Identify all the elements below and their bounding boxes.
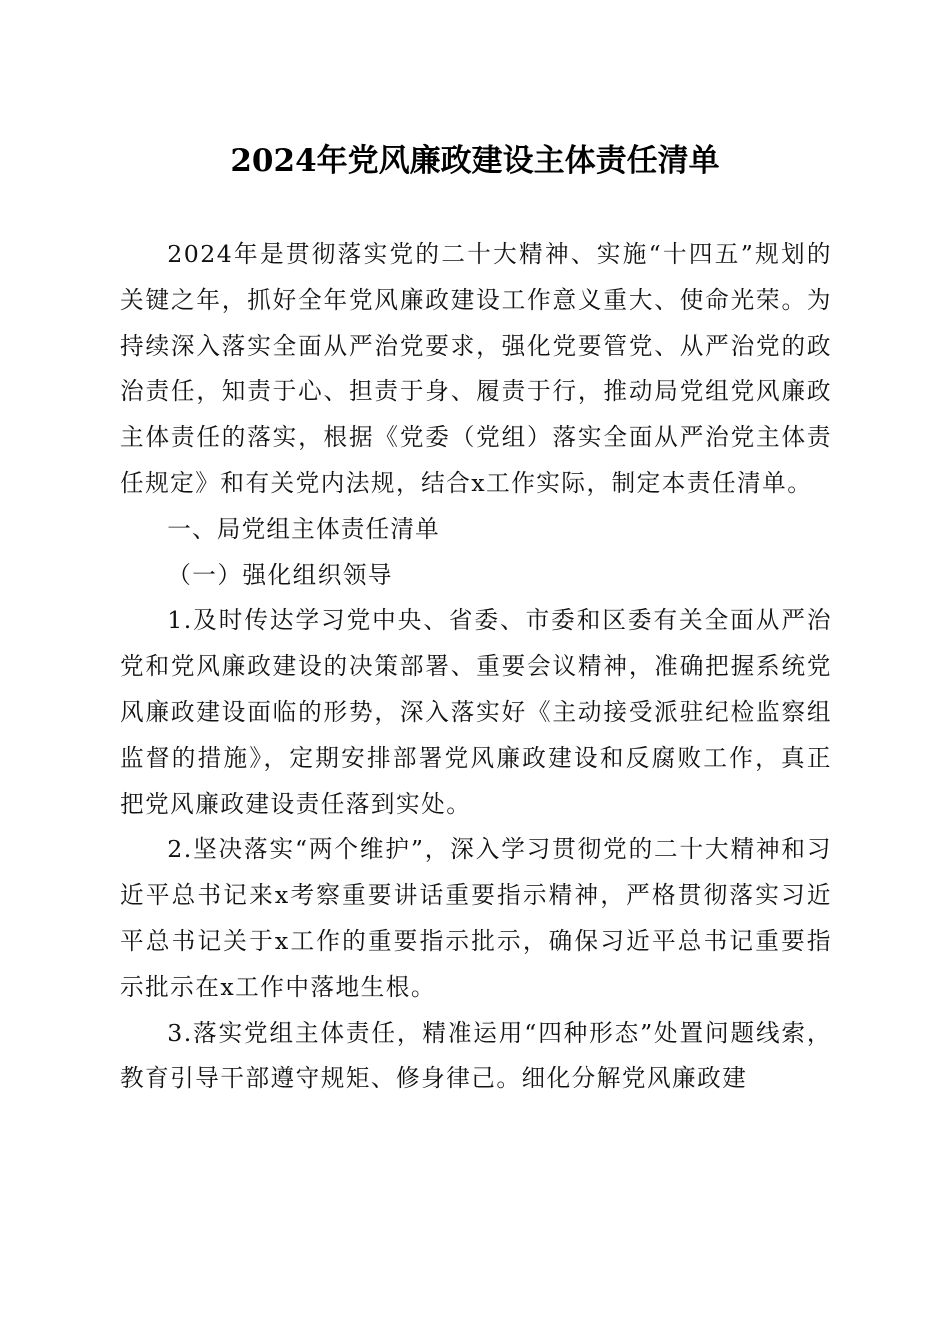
list-item-1: 1.及时传达学习党中央、省委、市委和区委有关全面从严治党和党风廉政建设的决策部署、重要会议精神，准确把握系统党风廉政建设面临的形势，深入落实好《主动接受派驻纪检监察组监督的措施》，定期安排部署党风廉政建设和反腐败工作，真正把党风廉政建设责任落到实处。 xyxy=(120,606,832,818)
subsection-heading: （一）强化组织领导 xyxy=(167,560,394,589)
list-item-2: 2.坚决落实“两个维护”，深入学习贯彻党的二十大精神和习近平总书记来x考察重要讲话重要指示精神，严格贯彻落实习近平总书记关于x工作的重要指示批示，确保习近平总书记重要指示批示在x工作中落地生根。 xyxy=(120,835,832,1001)
list-item-3: 3.落实党组主体责任，精准运用“四种形态”处置问题线索，教育引导干部遵守规矩、修身律己。细化分解党风廉政建 xyxy=(120,1018,832,1093)
document-title: 2024年党风廉政建设主体责任清单 xyxy=(230,143,720,179)
section-heading: 一、局党组主体责任清单 xyxy=(167,514,440,543)
document-body xyxy=(120,232,832,1102)
intro-paragraph: 2024年是贯彻落实党的二十大精神、实施“十四五”规划的关键之年，抓好全年党风廉政建设工作意义重大、使命光荣。为持续深入落实全面从严治党要求，强化党要管党、从严治党的政治责任，知责于心、担责于身、履责于行，推动局党组党风廉政主体责任的落实，根据《党委（党组）落实全面从严治党主体责任规定》和有关党内法规，结合x工作实际，制定本责任清单。 xyxy=(120,240,832,497)
